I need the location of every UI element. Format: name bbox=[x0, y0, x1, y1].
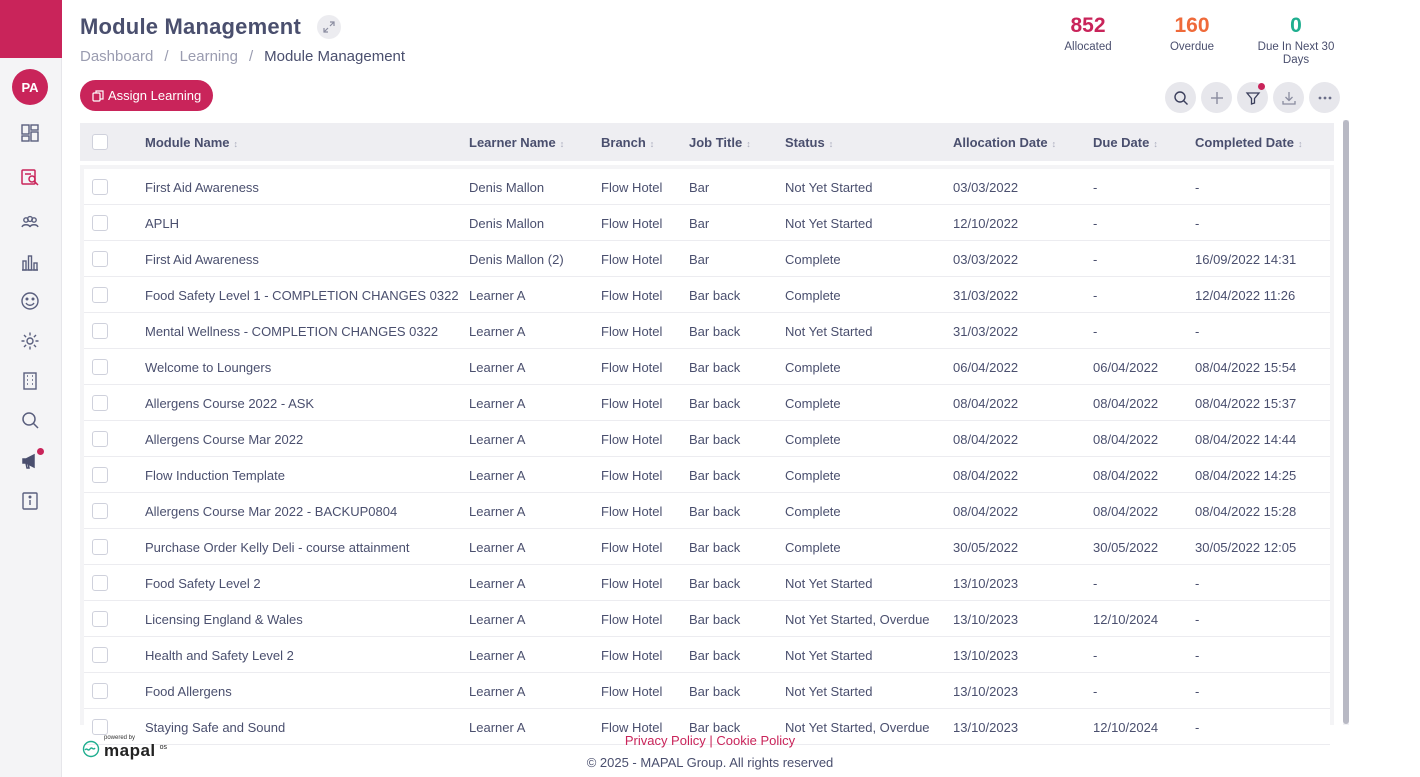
cell-completed-date: 16/09/2022 14:31 bbox=[1195, 252, 1297, 267]
cell-learner-name: Learner A bbox=[469, 396, 526, 411]
cell-job-title: Bar back bbox=[689, 576, 741, 591]
cell-completed-date: 08/04/2022 15:54 bbox=[1195, 360, 1297, 375]
cell-due-date: - bbox=[1093, 216, 1098, 231]
row-checkbox[interactable] bbox=[92, 539, 108, 555]
cell-allocation-date: 13/10/2023 bbox=[953, 576, 1019, 591]
cell-branch: Flow Hotel bbox=[601, 612, 663, 627]
cell-status: Complete bbox=[785, 396, 841, 411]
cell-completed-date: - bbox=[1195, 216, 1200, 231]
dashboard-icon[interactable] bbox=[19, 122, 41, 144]
cell-learner-name: Learner A bbox=[469, 684, 526, 699]
scrollbar-thumb[interactable] bbox=[1343, 120, 1349, 724]
cell-completed-date: - bbox=[1195, 576, 1200, 591]
cell-completed-date: 12/04/2022 11:26 bbox=[1195, 288, 1296, 303]
expand-button[interactable] bbox=[317, 15, 341, 39]
cell-due-date: - bbox=[1093, 252, 1098, 267]
page-title: Module Management bbox=[80, 14, 301, 39]
cell-allocation-date: 12/10/2022 bbox=[953, 216, 1019, 231]
cell-learner-name: Learner A bbox=[469, 648, 526, 663]
sort-icon[interactable]: ↕ bbox=[828, 139, 834, 149]
sort-icon[interactable]: ↕ bbox=[233, 139, 239, 149]
cell-completed-date: - bbox=[1195, 684, 1200, 699]
cell-due-date: 06/04/2022 bbox=[1093, 360, 1159, 375]
sort-icon[interactable]: ↕ bbox=[746, 139, 751, 149]
cell-learner-name: Denis Mallon bbox=[469, 216, 545, 231]
cell-due-date: 12/10/2024 bbox=[1093, 720, 1159, 735]
cell-status: Not Yet Started bbox=[785, 180, 873, 195]
cell-completed-date: 08/04/2022 15:37 bbox=[1195, 396, 1297, 411]
table-row[interactable] bbox=[84, 421, 1330, 457]
row-checkbox[interactable] bbox=[92, 179, 108, 195]
cell-learner-name: Learner A bbox=[469, 720, 526, 735]
mapal-logo-name: mapal bbox=[104, 741, 156, 760]
cell-job-title: Bar bbox=[689, 252, 710, 267]
cell-branch: Flow Hotel bbox=[601, 180, 663, 195]
cell-module-name[interactable]: Allergens Course Mar 2022 bbox=[145, 432, 304, 447]
sort-icon[interactable]: ↕ bbox=[1297, 139, 1303, 149]
cell-learner-name: Learner A bbox=[469, 576, 526, 591]
assign-learning-label: Assign Learning bbox=[108, 88, 202, 103]
cell-module-name[interactable]: Allergens Course 2022 - ASK bbox=[145, 396, 315, 411]
megaphone-icon[interactable] bbox=[19, 450, 41, 472]
stat-due-soon[interactable] bbox=[1252, 14, 1340, 67]
cell-status: Complete bbox=[785, 288, 841, 303]
table-row[interactable] bbox=[84, 169, 1330, 205]
cell-job-title: Bar back bbox=[689, 432, 741, 447]
row-checkbox[interactable] bbox=[92, 323, 108, 339]
cell-job-title: Bar back bbox=[689, 324, 741, 339]
cell-completed-date: - bbox=[1195, 180, 1200, 195]
cell-status: Not Yet Started, Overdue bbox=[785, 612, 930, 627]
cell-learner-name: Learner A bbox=[469, 612, 526, 627]
cell-branch: Flow Hotel bbox=[601, 684, 663, 699]
powered-by-text: powered by bbox=[104, 735, 136, 741]
row-checkbox[interactable] bbox=[92, 395, 108, 411]
cell-learner-name: Learner A bbox=[469, 468, 526, 483]
cell-job-title: Bar back bbox=[689, 504, 741, 519]
table-row[interactable] bbox=[84, 313, 1330, 349]
people-icon[interactable] bbox=[19, 211, 41, 233]
sort-icon[interactable]: ↕ bbox=[1051, 139, 1057, 149]
cell-status: Not Yet Started, Overdue bbox=[785, 720, 930, 735]
cell-allocation-date: 30/05/2022 bbox=[953, 540, 1019, 555]
cell-learner-name: Learner A bbox=[469, 288, 526, 303]
cell-module-name[interactable]: Allergens Course Mar 2022 - BACKUP0804 bbox=[145, 504, 398, 519]
copy-icon bbox=[92, 90, 104, 102]
cell-job-title: Bar back bbox=[689, 288, 741, 303]
stat-label: Allocated bbox=[1064, 41, 1112, 53]
table-row[interactable] bbox=[84, 205, 1330, 241]
cell-due-date: - bbox=[1093, 648, 1098, 663]
cell-allocation-date: 08/04/2022 bbox=[953, 432, 1019, 447]
cell-module-name[interactable]: Purchase Order Kelly Deli - course attainment bbox=[145, 540, 410, 555]
cell-due-date: 08/04/2022 bbox=[1093, 504, 1159, 519]
footer-links bbox=[0, 733, 1420, 748]
breadcrumb bbox=[80, 48, 405, 65]
cell-completed-date: - bbox=[1195, 612, 1200, 627]
column-due-date[interactable] bbox=[1093, 135, 1158, 150]
cell-completed-date: - bbox=[1195, 648, 1200, 663]
row-checkbox[interactable] bbox=[92, 359, 108, 375]
cell-module-name[interactable]: Food Safety Level 1 - COMPLETION CHANGES 0322 bbox=[145, 288, 459, 303]
cell-completed-date: 08/04/2022 15:28 bbox=[1195, 504, 1297, 519]
cell-status: Complete bbox=[785, 432, 841, 447]
cell-due-date: 12/10/2024 bbox=[1093, 612, 1159, 627]
table-row[interactable] bbox=[84, 637, 1330, 673]
cell-job-title: Bar back bbox=[689, 648, 741, 663]
table-row[interactable] bbox=[84, 673, 1330, 709]
cell-module-name[interactable]: Food Allergens bbox=[145, 684, 232, 699]
more-button[interactable] bbox=[1309, 82, 1340, 113]
column-label: Branch bbox=[601, 135, 646, 150]
cell-job-title: Bar back bbox=[689, 720, 741, 735]
cell-allocation-date: 31/03/2022 bbox=[953, 324, 1019, 339]
assign-learning-button[interactable] bbox=[80, 80, 213, 111]
column-label: Learner Name bbox=[469, 135, 556, 150]
column-label: Status bbox=[785, 135, 825, 150]
cell-completed-date: 30/05/2022 12:05 bbox=[1195, 540, 1297, 555]
stat-label: Due In Next 30 Days bbox=[1257, 41, 1335, 66]
row-checkbox[interactable] bbox=[92, 503, 108, 519]
cell-job-title: Bar back bbox=[689, 396, 741, 411]
cell-completed-date: 08/04/2022 14:44 bbox=[1195, 432, 1297, 447]
breadcrumb-learning[interactable]: Learning bbox=[179, 48, 238, 65]
avatar[interactable]: PA bbox=[12, 69, 48, 105]
cell-module-name[interactable]: Staying Safe and Sound bbox=[145, 720, 286, 735]
cell-status: Complete bbox=[785, 504, 841, 519]
download-button[interactable] bbox=[1273, 82, 1304, 113]
mapal-logo-suffix: os bbox=[159, 744, 168, 751]
cell-module-name[interactable]: Food Safety Level 2 bbox=[145, 576, 261, 591]
cell-branch: Flow Hotel bbox=[601, 576, 663, 591]
cell-allocation-date: 08/04/2022 bbox=[953, 468, 1019, 483]
column-allocation-date[interactable] bbox=[953, 135, 1056, 150]
table-row[interactable] bbox=[84, 277, 1330, 313]
cell-status: Complete bbox=[785, 360, 841, 375]
cell-due-date: - bbox=[1093, 288, 1098, 303]
table-row[interactable] bbox=[84, 601, 1330, 637]
cell-branch: Flow Hotel bbox=[601, 432, 663, 447]
row-checkbox[interactable] bbox=[92, 215, 108, 231]
building-icon[interactable] bbox=[19, 370, 41, 392]
row-checkbox[interactable] bbox=[92, 575, 108, 591]
cell-allocation-date: 08/04/2022 bbox=[953, 504, 1019, 519]
search-button[interactable] bbox=[1165, 82, 1196, 113]
stat-label: Overdue bbox=[1169, 41, 1215, 53]
cell-branch: Flow Hotel bbox=[601, 288, 663, 303]
table-row[interactable] bbox=[84, 385, 1330, 421]
column-job-title[interactable] bbox=[689, 135, 751, 150]
add-icon bbox=[1209, 90, 1225, 106]
cell-branch: Flow Hotel bbox=[601, 540, 663, 555]
download-icon bbox=[1281, 90, 1297, 106]
page-title-wrap bbox=[80, 14, 341, 40]
cell-due-date: 08/04/2022 bbox=[1093, 396, 1159, 411]
row-checkbox[interactable] bbox=[92, 611, 108, 627]
cell-branch: Flow Hotel bbox=[601, 648, 663, 663]
cell-completed-date: - bbox=[1195, 324, 1200, 339]
cell-job-title: Bar bbox=[689, 180, 710, 195]
row-checkbox[interactable] bbox=[92, 647, 108, 663]
cell-allocation-date: 13/10/2023 bbox=[953, 612, 1019, 627]
settings-gear-icon[interactable] bbox=[19, 330, 41, 352]
row-checkbox[interactable] bbox=[92, 467, 108, 483]
cell-job-title: Bar back bbox=[689, 360, 741, 375]
cell-due-date: - bbox=[1093, 180, 1098, 195]
cell-branch: Flow Hotel bbox=[601, 216, 663, 231]
cell-branch: Flow Hotel bbox=[601, 504, 663, 519]
column-label: Completed Date bbox=[1195, 135, 1294, 150]
stat-value: 160 bbox=[1174, 14, 1210, 37]
sort-icon[interactable]: ↕ bbox=[1153, 139, 1158, 149]
cell-job-title: Bar back bbox=[689, 684, 741, 699]
filter-icon bbox=[1245, 90, 1261, 106]
cell-status: Complete bbox=[785, 252, 841, 267]
row-checkbox[interactable] bbox=[92, 683, 108, 699]
breadcrumb-separator: / bbox=[164, 48, 169, 65]
cell-learner-name: Denis Mallon bbox=[469, 180, 545, 195]
table-row[interactable] bbox=[84, 529, 1330, 565]
cell-module-name[interactable]: Flow Induction Template bbox=[145, 468, 285, 483]
sort-icon[interactable]: ↕ bbox=[559, 139, 565, 149]
column-module-name[interactable] bbox=[145, 135, 238, 150]
stat-value: 852 bbox=[1070, 14, 1106, 37]
cell-status: Not Yet Started bbox=[785, 648, 873, 663]
column-label: Job Title bbox=[689, 135, 743, 150]
breadcrumb-separator: / bbox=[248, 48, 254, 65]
cell-branch: Flow Hotel bbox=[601, 468, 663, 483]
info-icon[interactable] bbox=[19, 490, 41, 512]
table-rows bbox=[84, 169, 1330, 745]
cell-due-date: 08/04/2022 bbox=[1093, 432, 1159, 447]
reports-chart-icon[interactable] bbox=[19, 251, 41, 273]
cell-allocation-date: 13/10/2023 bbox=[953, 720, 1019, 735]
cell-due-date: 08/04/2022 bbox=[1093, 468, 1159, 483]
sort-icon[interactable]: ↕ bbox=[649, 139, 655, 149]
row-checkbox[interactable] bbox=[92, 251, 108, 267]
select-all-checkbox[interactable] bbox=[92, 134, 108, 150]
cell-due-date: - bbox=[1093, 576, 1098, 591]
cell-learner-name: Learner A bbox=[469, 360, 526, 375]
brand-block[interactable] bbox=[0, 0, 62, 58]
cell-module-name[interactable]: APLH bbox=[145, 216, 179, 231]
more-icon bbox=[1317, 90, 1333, 106]
search-icon bbox=[1173, 90, 1189, 106]
row-checkbox[interactable] bbox=[92, 287, 108, 303]
cell-learner-name: Learner A bbox=[469, 540, 526, 555]
table-header bbox=[80, 123, 1334, 161]
table-row[interactable] bbox=[84, 349, 1330, 385]
sidebar bbox=[0, 0, 62, 777]
add-button[interactable] bbox=[1201, 82, 1232, 113]
cell-due-date: - bbox=[1093, 324, 1098, 339]
cell-module-name[interactable]: Mental Wellness - COMPLETION CHANGES 0322 bbox=[145, 324, 439, 339]
cell-completed-date: 08/04/2022 14:25 bbox=[1195, 468, 1297, 483]
column-learner-name[interactable] bbox=[469, 135, 564, 150]
cell-due-date: 30/05/2022 bbox=[1093, 540, 1159, 555]
cell-learner-name: Learner A bbox=[469, 324, 526, 339]
table-row[interactable] bbox=[84, 457, 1330, 493]
smiley-icon[interactable] bbox=[19, 290, 41, 312]
cookie-policy-link[interactable]: Cookie Policy bbox=[716, 733, 796, 748]
cell-branch: Flow Hotel bbox=[601, 252, 663, 267]
table-row[interactable] bbox=[84, 565, 1330, 601]
cell-module-name[interactable]: First Aid Awareness bbox=[145, 180, 259, 195]
cell-status: Not Yet Started bbox=[785, 216, 873, 231]
cell-branch: Flow Hotel bbox=[601, 360, 663, 375]
column-label: Due Date bbox=[1093, 135, 1150, 150]
table-body[interactable] bbox=[80, 165, 1334, 735]
learning-search-icon[interactable] bbox=[19, 166, 41, 188]
cell-allocation-date: 03/03/2022 bbox=[953, 252, 1019, 267]
cell-allocation-date: 31/03/2022 bbox=[953, 288, 1019, 303]
scrollbar[interactable] bbox=[1343, 120, 1349, 725]
cell-status: Complete bbox=[785, 540, 841, 555]
cell-learner-name: Learner A bbox=[469, 504, 526, 519]
cell-module-name[interactable]: Health and Safety Level 2 bbox=[145, 648, 294, 663]
cell-learner-name: Learner A bbox=[469, 432, 526, 447]
cell-job-title: Bar bbox=[689, 216, 710, 231]
cell-allocation-date: 13/10/2023 bbox=[953, 684, 1019, 699]
cell-job-title: Bar back bbox=[689, 540, 741, 555]
copyright-text: © 2025 - MAPAL Group. All rights reserved bbox=[586, 755, 834, 770]
stat-allocated[interactable] bbox=[1058, 14, 1118, 54]
cell-branch: Flow Hotel bbox=[601, 720, 663, 735]
cell-allocation-date: 08/04/2022 bbox=[953, 396, 1019, 411]
cell-allocation-date: 06/04/2022 bbox=[953, 360, 1019, 375]
table-row[interactable] bbox=[84, 241, 1330, 277]
cell-status: Not Yet Started bbox=[785, 576, 873, 591]
column-status[interactable] bbox=[785, 135, 833, 150]
column-branch[interactable] bbox=[601, 135, 654, 150]
cell-job-title: Bar back bbox=[689, 612, 741, 627]
notification-dot bbox=[37, 448, 44, 455]
cell-branch: Flow Hotel bbox=[601, 396, 663, 411]
column-completed-date[interactable] bbox=[1195, 135, 1302, 150]
cell-module-name[interactable]: Licensing England & Wales bbox=[145, 612, 303, 627]
column-label: Module Name bbox=[145, 135, 230, 150]
stat-overdue[interactable] bbox=[1162, 14, 1222, 54]
cell-learner-name: Denis Mallon (2) bbox=[469, 252, 564, 267]
cell-status: Not Yet Started bbox=[785, 684, 873, 699]
table-row[interactable] bbox=[84, 493, 1330, 529]
cell-due-date: - bbox=[1093, 684, 1098, 699]
cell-job-title: Bar back bbox=[689, 468, 741, 483]
cell-module-name[interactable]: Welcome to Loungers bbox=[145, 360, 272, 375]
column-label: Allocation Date bbox=[953, 135, 1048, 150]
filter-button[interactable] bbox=[1237, 82, 1268, 113]
cell-branch: Flow Hotel bbox=[601, 324, 663, 339]
cell-allocation-date: 03/03/2022 bbox=[953, 180, 1019, 195]
privacy-policy-link[interactable]: Privacy Policy bbox=[624, 733, 706, 748]
search-icon[interactable] bbox=[19, 409, 41, 431]
cell-allocation-date: 13/10/2023 bbox=[953, 648, 1019, 663]
breadcrumb-dashboard[interactable]: Dashboard bbox=[80, 48, 154, 65]
stat-value: 0 bbox=[1290, 14, 1302, 37]
cell-status: Not Yet Started bbox=[785, 324, 873, 339]
expand-icon bbox=[323, 21, 335, 33]
cell-status: Complete bbox=[785, 468, 841, 483]
row-checkbox[interactable] bbox=[92, 431, 108, 447]
footer-link-separator: | bbox=[709, 733, 713, 748]
cell-module-name[interactable]: First Aid Awareness bbox=[145, 252, 259, 267]
filter-active-dot bbox=[1258, 83, 1265, 90]
cell-completed-date: - bbox=[1195, 720, 1200, 735]
breadcrumb-current: Module Management bbox=[264, 48, 406, 65]
